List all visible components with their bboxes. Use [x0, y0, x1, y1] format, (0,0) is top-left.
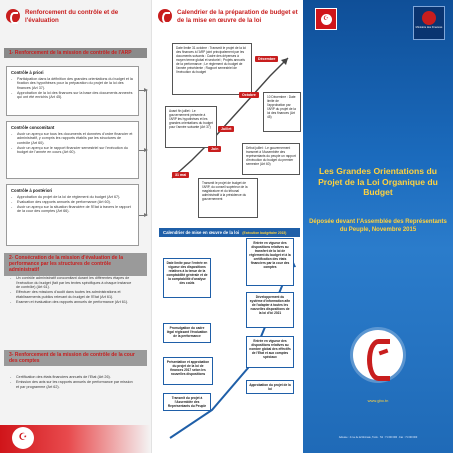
tunisia-flag-icon: ☪ [12, 427, 34, 449]
gbo-logo-icon [6, 9, 20, 23]
cover-subtitle: Déposée devant l'Assemblée des Représentants du Peuple, Novembre 2015 [309, 219, 447, 233]
exec-left-item-1: Date limite pour l'entrée en vigueur des dispositions relatives à la tenue de la comptabilité générale et de la comptabilité d'analyse des coûts [163, 258, 211, 298]
cover-title: Les Grandes Orientations du Projet de la Loi Organique du Budget [318, 166, 438, 197]
ministry-logo-text: Ministère des Finances [415, 26, 443, 29]
list-item: - Approbation du projet de la loi de règlement du budget (Art 67). [11, 195, 134, 200]
exec-right-item-1: Entrée en vigueur des dispositions relatives au transfert de la loi de règlement du budget et à la certification des états financiers par la cour des comptes [246, 238, 294, 286]
panel1-title: Renforcement du contrôle et de l'évaluation [25, 9, 119, 24]
timeline-box-octobre: Date limite 31 octobre : Transmit le projet de la loi des finances à l'ARP joint principalement par les documents suivants : Cadre des dépenses à moyen terme global et sectoriel ; Projets annuels de la performance ; Le règlement du budget de l'année précédente ; Rapport semestriel de l'exécution du budget [172, 43, 252, 95]
date-pill-octobre: Octobre [239, 92, 259, 98]
panel2-title: Calendrier de la préparation de budget et de la mise en œuvre de la loi [177, 9, 298, 24]
exec-right-item-4: Approbation du projet de la loi [246, 380, 294, 394]
timeline-box-decembre: 10 Décembre : Date limite de l'approbation par l'ARP du projet de la loi des finances (Art 45) [263, 92, 301, 132]
panel1-header [6, 9, 146, 24]
exec-right-item-2: Développement du système d'information afin de l'adapter à toutes les nouvelles dispositions de la loi d'ici 2021 [246, 292, 294, 328]
execution-title: Calendrier de mise en œuvre de la loi [163, 230, 240, 235]
list-item: - Avoir un aperçu sur tous les documents et données d'ordre financier et administratif, y compris les rapports établis par les structures de contrôle (Art 60). [11, 132, 134, 146]
date-pill-juin: Juin [208, 146, 221, 152]
timeline-box-juillet: Avant fin juillet : Le gouvernement présente à l'ARP les hypothèses et les grandes orientations du budget pour l'année suivante (Art 37) [165, 106, 217, 148]
connector-arrow [139, 215, 147, 216]
execution-subtitle: (Exécution budgétaire 2015) [242, 231, 287, 235]
website-link[interactable]: www.gbo.tn [367, 398, 389, 403]
list-item: - Participation dans la définition des grandes orientations du budget et la fixation des hypothèses pour la préparation du projet de la loi des finances (Art 37). [11, 77, 134, 91]
box-controle-concomitant [6, 121, 139, 179]
list-item: - Avoir un aperçu sur la situation financière de l'Etat à travers le rapport de la cour des comptes (Art 66). [11, 205, 134, 214]
panel-calendar [151, 0, 303, 453]
timeline-box-juin: Début juillet : Le gouvernement transmet à l'Assemblée des représentants du peuple un rapport d'exécution du budget du premier semestre (Art 60) [242, 143, 300, 175]
timeline-box-31-mai: Transmit le projet de budget de l'ARP, du conseil supérieur de la magistrature et du tribunal administratif à la présidence du gouvernement [198, 178, 258, 218]
box-title: Contrôle concomitant [11, 125, 55, 130]
gbo-logo [353, 330, 403, 380]
section2-bar: 2- Consécration de la mission d'évaluation de la performance par les structures de contrôle administratif [4, 253, 147, 276]
date-pill-decembre: Décembre [255, 56, 278, 62]
list-item: - Un contrôle administratif concomitant durant les différentes étapes de l'exécution du budget (fait par les textes spécifiques à chaque instance de contrôle) (Art 61). [10, 276, 135, 290]
box-title: Contrôle à priori [11, 70, 44, 75]
contact-address: Adresse : 4 rue de la Monnaie, Tunis · Tél : 71 000 000 · Fax : 71 000 000 [338, 436, 418, 439]
tunisia-flag-icon: ☪ [315, 8, 337, 30]
list-item: - Approbation de la loi des finances sur la base des documents annexés qui ont été enrichis (Art 45). [11, 91, 134, 100]
box-controle-a-posteriori [6, 184, 139, 246]
section3-bar: 3- Renforcement de la mission de contrôle de la cour des comptes [4, 350, 147, 366]
box-controle-a-priori [6, 66, 139, 116]
list-item: - Examen et évaluation des rapports annuels de performance (Art 61). [10, 300, 135, 305]
box-title: Contrôle à postériori [11, 188, 53, 193]
section3-list [6, 372, 139, 402]
date-pill-31-mai: 31 mai [172, 172, 189, 178]
date-pill-juillet: Juillet [218, 126, 234, 132]
exec-left-item-2: Promulgation du cadre légal régissant l'évaluation de la performance [163, 323, 211, 343]
connector-line [146, 90, 147, 215]
exec-left-item-3: Présentation et approbation du projet de la loi de finances 2017 selon les nouvelles dispositions [163, 357, 213, 385]
list-item: - Emission des avis sur les rapports annuels de performance par mission et par programme (Art 62). [10, 380, 135, 389]
list-item: - Avoir un aperçu sur le rapport financier semestriel sur l'exécution du budget de l'année en cours (Art 60). [11, 146, 134, 155]
section2-list [6, 273, 139, 335]
section1-bar: 1- Renforcement de la mission de contrôle de l'ARP [4, 48, 147, 58]
ministry-logo [413, 6, 445, 40]
exec-left-item-4: Transmit du projet à l'Assemblée des Représentants du Peuple [163, 393, 211, 411]
list-item: - Certification des états financiers annuels de l'Etat (Art 26). [10, 375, 135, 380]
exec-right-item-3: Entrée en vigueur des dispositions relatives au nombre global des effectifs de l'Etat et aux comptes spéciaux [246, 336, 294, 368]
list-item: - Effectuer des missions d'audit dans toutes les administrations et établissements publics relevant du budget de l'Etat (Art 61). [10, 290, 135, 299]
list-item: - Evaluation des rapports annuels de performance (Art 60). [11, 200, 134, 205]
execution-calendar-bar [159, 228, 300, 237]
panel-control-evaluation [0, 0, 151, 453]
panel-cover [303, 0, 453, 453]
